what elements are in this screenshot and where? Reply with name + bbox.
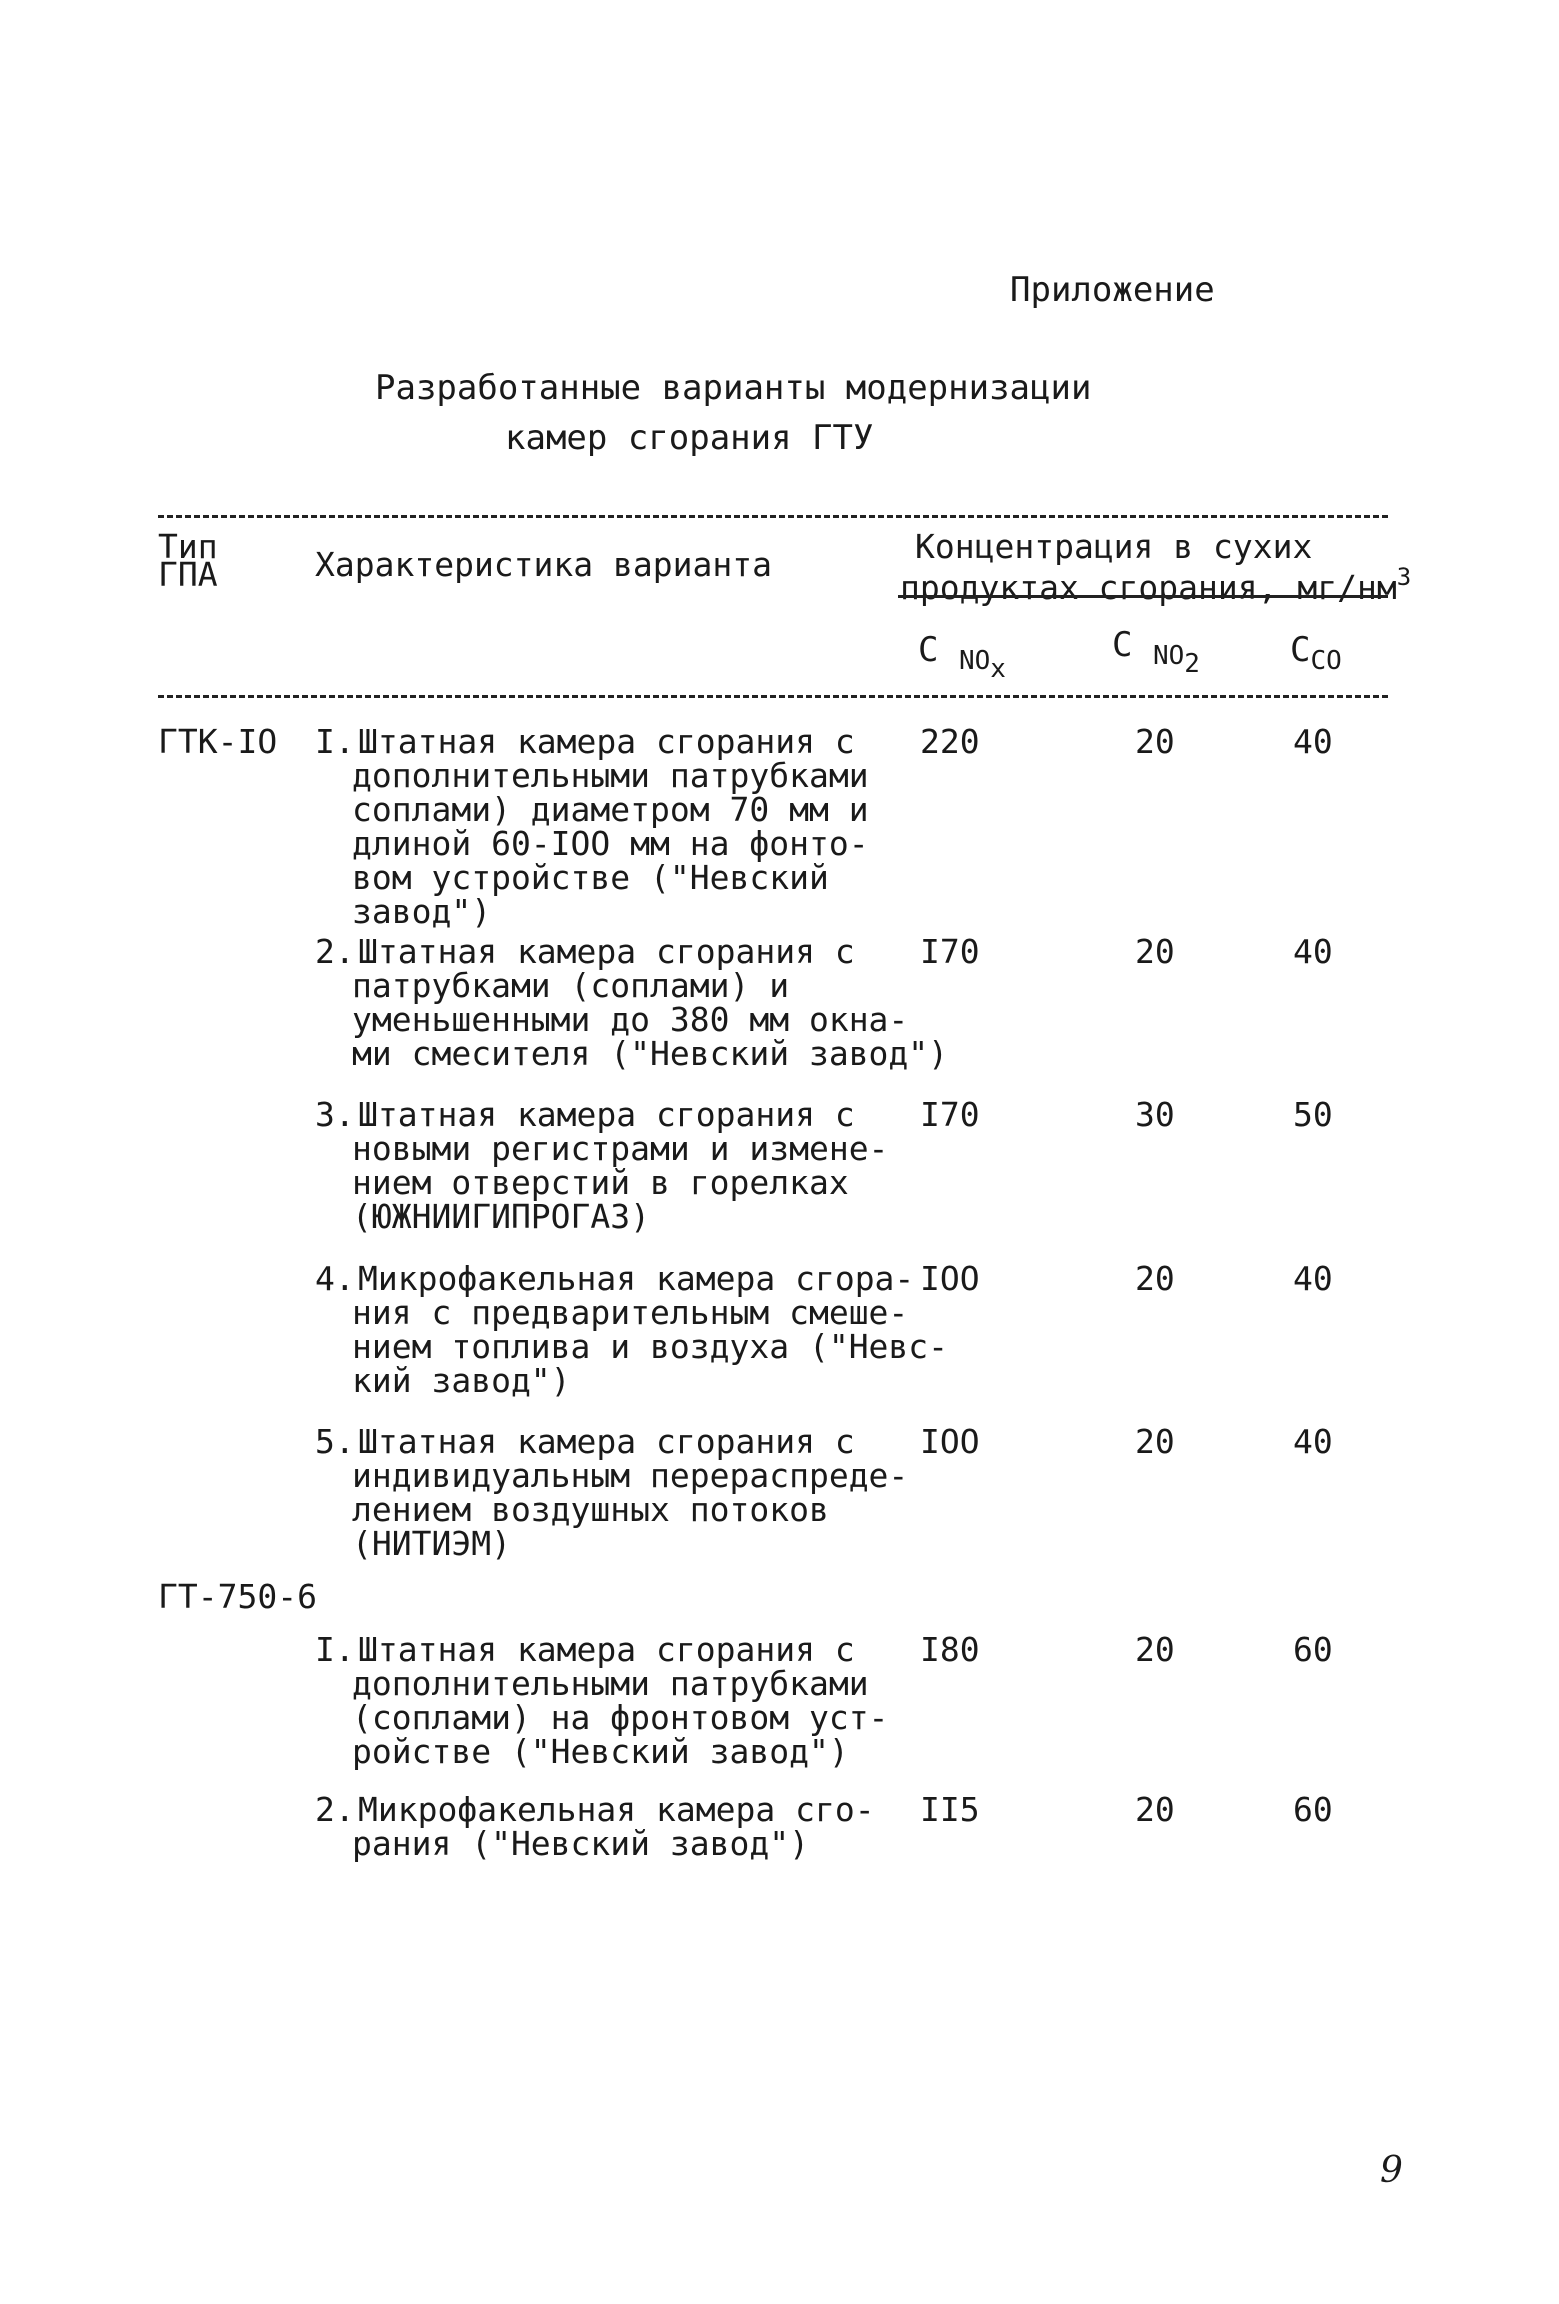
value-nox: IOO [920, 1259, 980, 1298]
description-line: уменьшенными до 380 мм окна- [352, 1000, 909, 1039]
title-line-1: Разработанные варианты модернизации [375, 368, 1092, 408]
c-nox-base: C [918, 630, 939, 670]
value-co: 50 [1293, 1095, 1333, 1134]
description-line: ройстве ("Невский завод") [352, 1732, 849, 1771]
description-line: Штатная камера сгорания с [358, 932, 855, 971]
c-co-sub: CO [1310, 646, 1342, 676]
value-no2: 20 [1135, 932, 1175, 971]
value-no2: 20 [1135, 1259, 1175, 1298]
header-bottom-rule [158, 695, 1388, 698]
description-line: индивидуальным перераспреде- [352, 1456, 909, 1495]
row-number: I. [315, 722, 355, 761]
c-co-base: C [1290, 630, 1311, 670]
value-nox: 220 [920, 722, 980, 761]
page-number: 9 [1380, 2150, 1403, 2191]
header-concentration-text: продуктах сгорания, мг/нм [900, 568, 1397, 607]
description-line: завод") [352, 892, 492, 931]
value-co: 60 [1293, 1630, 1333, 1669]
row-description [352, 1630, 889, 1771]
description-line: Штатная камера сгорания с [358, 1422, 855, 1461]
row-description [352, 722, 869, 931]
description-line: Штатная камера сгорания с [358, 1630, 855, 1669]
c-nox-subsub: x [990, 654, 1006, 684]
row-number: 5. [315, 1422, 355, 1461]
description-line: Микрофакельная камера сго- [358, 1790, 875, 1829]
table-top-rule [158, 515, 1388, 518]
header-concentration-line-2 [900, 560, 1411, 605]
value-no2: 20 [1135, 1422, 1175, 1461]
value-nox: I70 [920, 932, 980, 971]
header-c-no2 [1112, 625, 1200, 679]
row-number: 4. [315, 1259, 355, 1298]
description-line: ния с предварительным смеше- [352, 1293, 909, 1332]
value-nox: I70 [920, 1095, 980, 1134]
description-line: нием отверстий в горелках [352, 1163, 849, 1202]
c-no2-sub: NO2 [1152, 641, 1200, 679]
header-type-line-2: ГПА [158, 555, 218, 594]
description-line: Штатная камера сгорания с [358, 722, 855, 761]
value-co: 40 [1293, 1259, 1333, 1298]
value-nox: I80 [920, 1630, 980, 1669]
header-characteristic: Характеристика варианта [315, 545, 772, 584]
concentration-underline [898, 595, 1388, 598]
c-no2-base: C [1112, 625, 1133, 665]
description-line: ми смесителя ("Невский завод") [352, 1034, 949, 1073]
description-line: лением воздушных потоков [352, 1490, 829, 1529]
row-description [352, 1790, 875, 1863]
header-concentration-unit-exponent: 3 [1396, 563, 1412, 591]
description-line: Микрофакельная камера сгора- [358, 1259, 915, 1298]
description-line: патрубками (соплами) и [352, 966, 790, 1005]
description-line: рания ("Невский завод") [352, 1824, 809, 1863]
description-line: длиной 60-IOO мм на фонто- [352, 824, 869, 863]
description-line: вом устройстве ("Невский [352, 858, 829, 897]
header-type-line-1: Тип [158, 527, 218, 566]
row-number: 2. [315, 932, 355, 971]
group-type-gt750: ГТ-750-6 [158, 1577, 317, 1616]
value-no2: 20 [1135, 1630, 1175, 1669]
description-line: Штатная камера сгорания с [358, 1095, 855, 1134]
appendix-label: Приложение [1010, 270, 1215, 310]
description-line: (ЮЖНИИГИПРОГАЗ) [352, 1197, 651, 1236]
value-co: 40 [1293, 1422, 1333, 1461]
row-number: I. [315, 1630, 355, 1669]
value-co: 40 [1293, 722, 1333, 761]
description-line: (НИТИЭМ) [352, 1524, 511, 1563]
description-line: кий завод") [352, 1361, 571, 1400]
description-line: соплами) диаметром 70 мм и [352, 790, 869, 829]
row-number: 3. [315, 1095, 355, 1134]
value-nox: II5 [920, 1790, 980, 1829]
row-number: 2. [315, 1790, 355, 1829]
value-nox: IOO [920, 1422, 980, 1461]
description-line: новыми регистрами и измене- [352, 1129, 889, 1168]
group-type-gtk10: ГТК-IO [158, 722, 278, 761]
description-line: дополнительными патрубками [352, 756, 869, 795]
c-nox-sub: NOx [958, 646, 1006, 684]
title-line-2: камер сгорания ГТУ [505, 418, 874, 458]
value-co: 40 [1293, 932, 1333, 971]
header-c-nox [918, 630, 1006, 684]
description-line: (соплами) на фронтовом уст- [352, 1698, 889, 1737]
row-description [352, 1259, 949, 1400]
value-no2: 30 [1135, 1095, 1175, 1134]
description-line: дополнительными патрубками [352, 1664, 869, 1703]
header-c-co [1290, 630, 1342, 676]
row-description [352, 1095, 889, 1236]
header-concentration-line-1: Концентрация в сухих [915, 527, 1313, 566]
value-no2: 20 [1135, 722, 1175, 761]
row-description [352, 1422, 909, 1563]
value-no2: 20 [1135, 1790, 1175, 1829]
c-no2-subsub: 2 [1184, 649, 1200, 679]
row-description [352, 932, 949, 1073]
value-co: 60 [1293, 1790, 1333, 1829]
description-line: нием топлива и воздуха ("Невс- [352, 1327, 949, 1366]
